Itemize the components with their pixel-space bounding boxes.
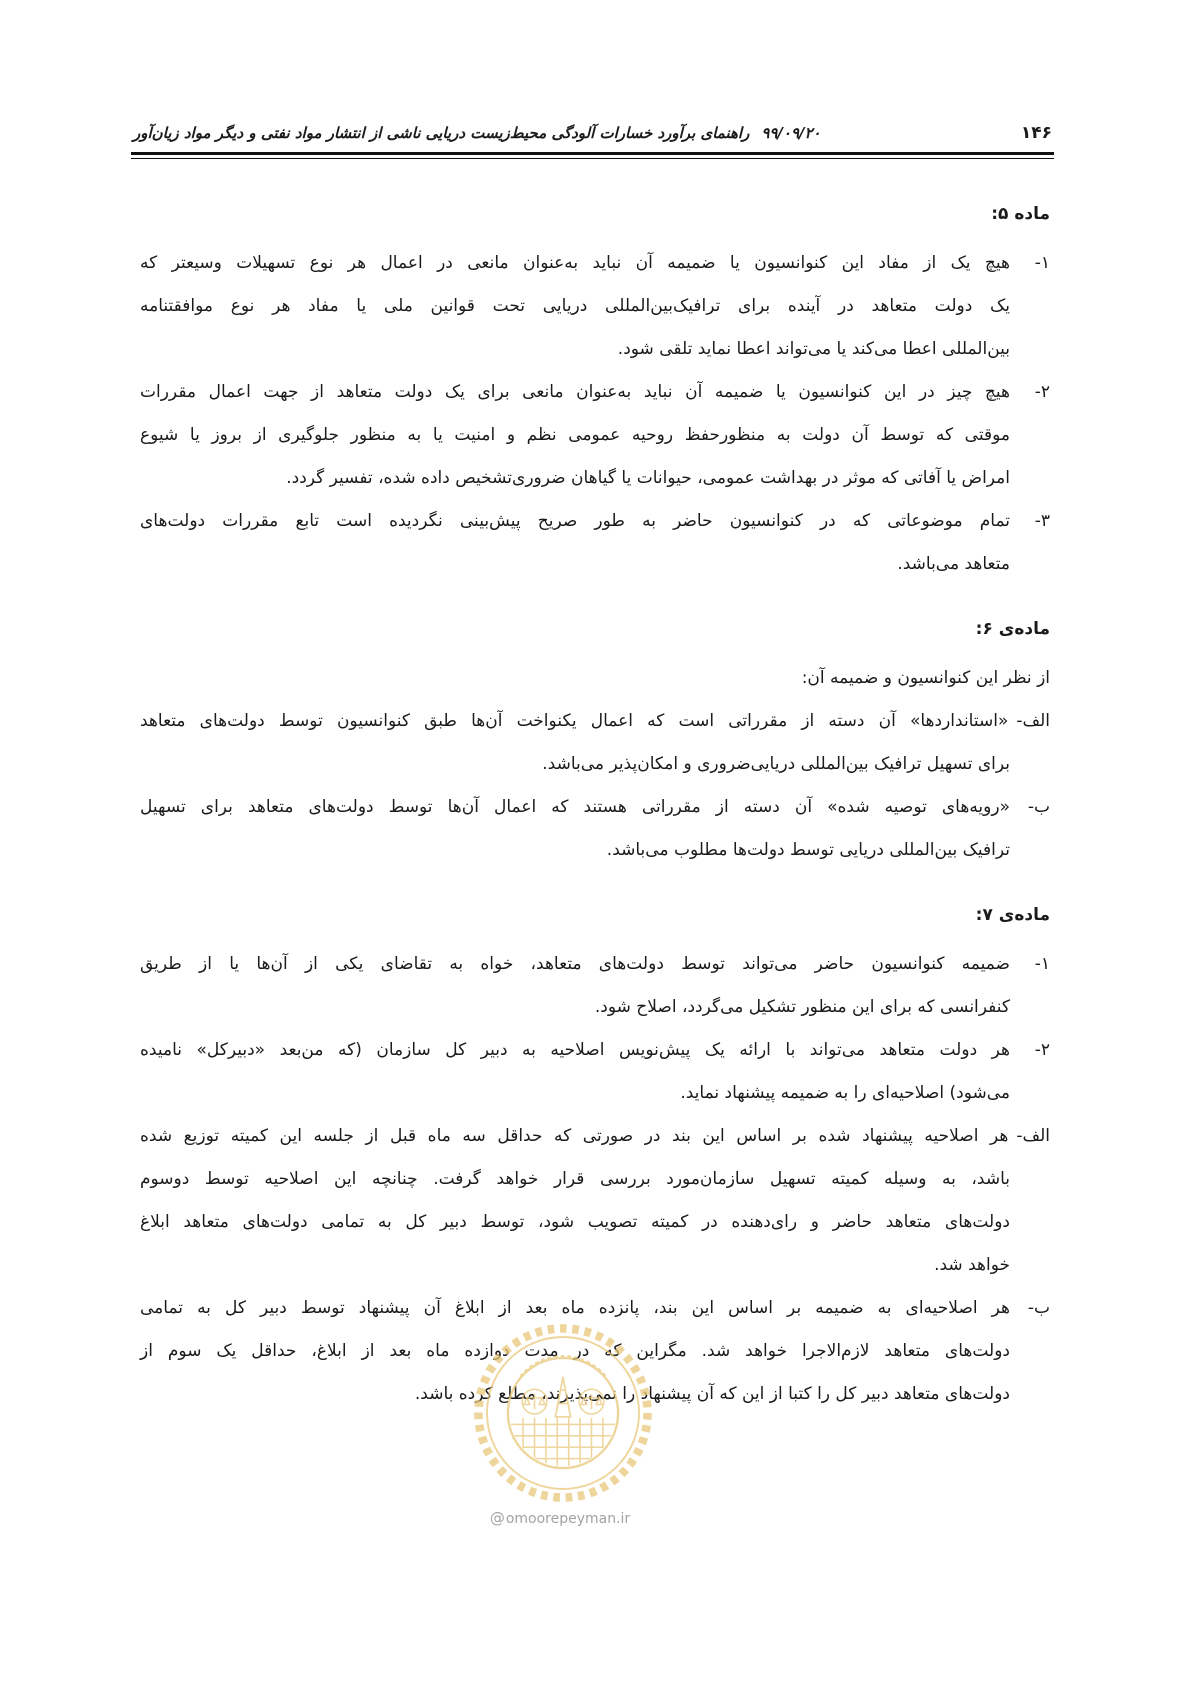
clause-marker: ب- <box>1027 1298 1050 1318</box>
clause-text: دولت‌های متعاهد دبیر کل را کتبا از این که آن پیشنهاد را نمی‌پذیرند، مطلع کرده باشد. <box>414 1384 1010 1404</box>
clause-line <box>140 242 1050 285</box>
clause <box>140 242 1050 371</box>
clause <box>140 1115 1050 1287</box>
clause-line <box>140 457 1010 500</box>
clause-marker: ب- <box>1027 797 1050 817</box>
seal-top-arc <box>520 1357 606 1377</box>
page-header <box>133 117 1052 149</box>
clause-text: هر دولت متعاهد می‌تواند با ارائه یک پیش‌نویس اصلاحیه به دبیر کل سازمان (که من‌بعد «دبیرکل» نامیده <box>140 1040 1010 1060</box>
clause <box>140 943 1050 1029</box>
seal-gear-ring <box>478 1328 647 1497</box>
clause-line <box>140 986 1010 1029</box>
clause <box>140 371 1050 500</box>
header-title: راهنمای برآورد خسارات آلودگی محیط‌زیست دریایی ناشی از انتشار مواد نفتی و دیگر مواد زیان‌آور <box>133 124 750 142</box>
clause-line <box>140 786 1050 829</box>
clause-line <box>140 1029 1050 1072</box>
article-intro <box>140 657 1050 700</box>
clause-text: ضمیمه کنوانسیون حاضر می‌تواند توسط دولت‌های متعاهد، خواه به تقاضای یکی از آن‌ها یا از طریق <box>140 954 1010 974</box>
clause-line <box>140 414 1010 457</box>
intro-text: از نظر این کنوانسیون و ضمیمه آن: <box>801 668 1050 688</box>
clause-marker: ۱- <box>1034 253 1050 273</box>
clause-marker: ۲- <box>1034 1040 1050 1060</box>
clause-text: باشد، به وسیله کمیته تسهیل سازمان‌مورد بررسی قرار خواهد گرفت. چنانچه این اصلاحیه توسط دوسوم <box>140 1169 1010 1189</box>
clause-line <box>140 1115 1050 1158</box>
clause-text: بین‌المللی اعطا می‌کند یا می‌تواند اعطا نماید تلقی شود. <box>617 339 1010 359</box>
clause-marker: الف- <box>1016 711 1050 731</box>
clause-text: برای تسهیل ترافیک بین‌المللی دریایی‌ضروری و امکان‌پذیر می‌باشد. <box>542 754 1010 774</box>
clause-line <box>140 829 1010 872</box>
running-head <box>133 124 821 142</box>
clause-text: ترافیک بین‌المللی دریایی توسط دولت‌ها مطلوب می‌باشد. <box>606 840 1010 860</box>
clause-text: هیچ یک از مفاد این کنوانسیون یا ضمیمه آن نباید به‌عنوان مانعی در اعمال هر نوع تسهیلات وسیعتر که <box>140 253 1010 273</box>
clause-line <box>140 371 1050 414</box>
clause-marker: ۲- <box>1034 382 1050 402</box>
article-heading: ماده‌ی ۷: <box>975 905 1050 925</box>
seal-logo-icon <box>468 1318 658 1508</box>
header-date: ۹۹/۰۹/۲۰ <box>761 124 821 142</box>
clause-line <box>140 500 1050 543</box>
clause-text: دولت‌های متعاهد لازم‌الاجرا خواهد شد. مگراین که در مدت دوازده ماه بعد از ابلاغ، حداقل یک سوم از <box>140 1341 1010 1361</box>
seal-outer-ring <box>487 1337 639 1489</box>
seal-grid <box>506 1418 620 1480</box>
header-rule-thin <box>131 158 1054 159</box>
article-heading: ماده‌ی ۶: <box>975 619 1050 639</box>
clause-marker: ۳- <box>1034 511 1050 531</box>
clause-text: تمام موضوعاتی که در کنوانسیون حاضر به طور صریح پیش‌بینی نگردیده است تابع مقررات دولت‌های <box>140 511 1010 531</box>
watermark-site: omoorepeyman.ir <box>505 1511 631 1527</box>
page-number: ۱۴۶ <box>1020 123 1052 143</box>
clause-line <box>140 943 1050 986</box>
clause-line <box>140 1072 1010 1115</box>
clause <box>140 700 1050 786</box>
seal-tower <box>555 1377 570 1417</box>
clause-text: خواهد شد. <box>934 1255 1010 1275</box>
watermark-text <box>430 1507 690 1529</box>
clause-line <box>140 1244 1010 1287</box>
article-heading: ماده ۵: <box>991 204 1050 224</box>
clause-line <box>140 1158 1010 1201</box>
article-6 <box>140 608 1050 872</box>
clause-text: «استانداردها» آن دسته از مقرراتی است که اعمال یکنواخت آن‌ها طبق کنوانسیون توسط دولت‌های متعاهد <box>140 711 1009 731</box>
clause-marker: ۱- <box>1034 954 1050 974</box>
seal-inner-ring <box>508 1358 618 1468</box>
clause-text: می‌شود) اصلاحیه‌ای را به ضمیمه پیشنهاد نماید. <box>680 1083 1010 1103</box>
clause-text: هر اصلاحیه‌ای به ضمیمه بر اساس این بند، پانزده ماه بعد از ابلاغ آن پیشنهاد توسط دبیر کل به تمامی <box>140 1298 1010 1318</box>
document-body <box>140 193 1050 1416</box>
clause-line <box>140 1201 1010 1244</box>
clause-text: امراض یا آفاتی که موثر در بهداشت عمومی، حیوانات یا گیاهان ضروری‌تشخیص داده شده، تفسیر گردد. <box>286 468 1010 488</box>
clause-text: کنفرانسی که برای این منظور تشکیل می‌گردد، اصلاح شود. <box>594 997 1010 1017</box>
seal-scale-left <box>522 1389 547 1414</box>
clause-text: متعاهد می‌باشد. <box>897 554 1010 574</box>
clause-line <box>140 285 1010 328</box>
clause-text: هر اصلاحیه پیشنهاد شده بر اساس این بند در صورتی که حداقل سه ماه قبل از جلسه این کمیته توزیع شده <box>140 1126 1009 1146</box>
clause-text: موقتی که توسط آن دولت به منظورحفظ روحیه عمومی نظم و امنیت یا به منظور جلوگیری از بروز یا شیوع <box>140 425 1010 445</box>
clause-text: «رویه‌های توصیه شده» آن دسته از مقرراتی هستند که اعمال آن‌ها توسط دولت‌های متعاهد برای تسهیل <box>140 797 1010 817</box>
clause-text: دولت‌های متعاهد حاضر و رای‌دهنده در کمیته تصویب شود، توسط دبیر کل به تمامی دولت‌های متعاهد ابلاغ <box>140 1212 1010 1232</box>
clause-line <box>140 743 1010 786</box>
clause-line <box>140 543 1010 586</box>
header-rule-thick <box>131 152 1054 155</box>
at-icon: @ <box>489 1509 505 1527</box>
clause <box>140 500 1050 586</box>
clause-text: هیچ چیز در این کنوانسیون یا ضمیمه آن نباید به‌عنوان مانعی برای یک دولت متعاهد از جهت اعمال مقررات <box>140 382 1010 402</box>
clause <box>140 786 1050 872</box>
seal-scale-right <box>579 1389 604 1414</box>
clause-text: یک دولت متعاهد در آینده برای ترافیک‌بین‌المللی دریایی تحت قوانین ملی یا مفاد هر نوع موافقتنامه <box>140 296 1010 316</box>
clause-line <box>140 328 1010 371</box>
clause-line <box>140 700 1050 743</box>
article-5 <box>140 193 1050 586</box>
clause <box>140 1029 1050 1115</box>
clause-marker: الف- <box>1016 1126 1050 1146</box>
